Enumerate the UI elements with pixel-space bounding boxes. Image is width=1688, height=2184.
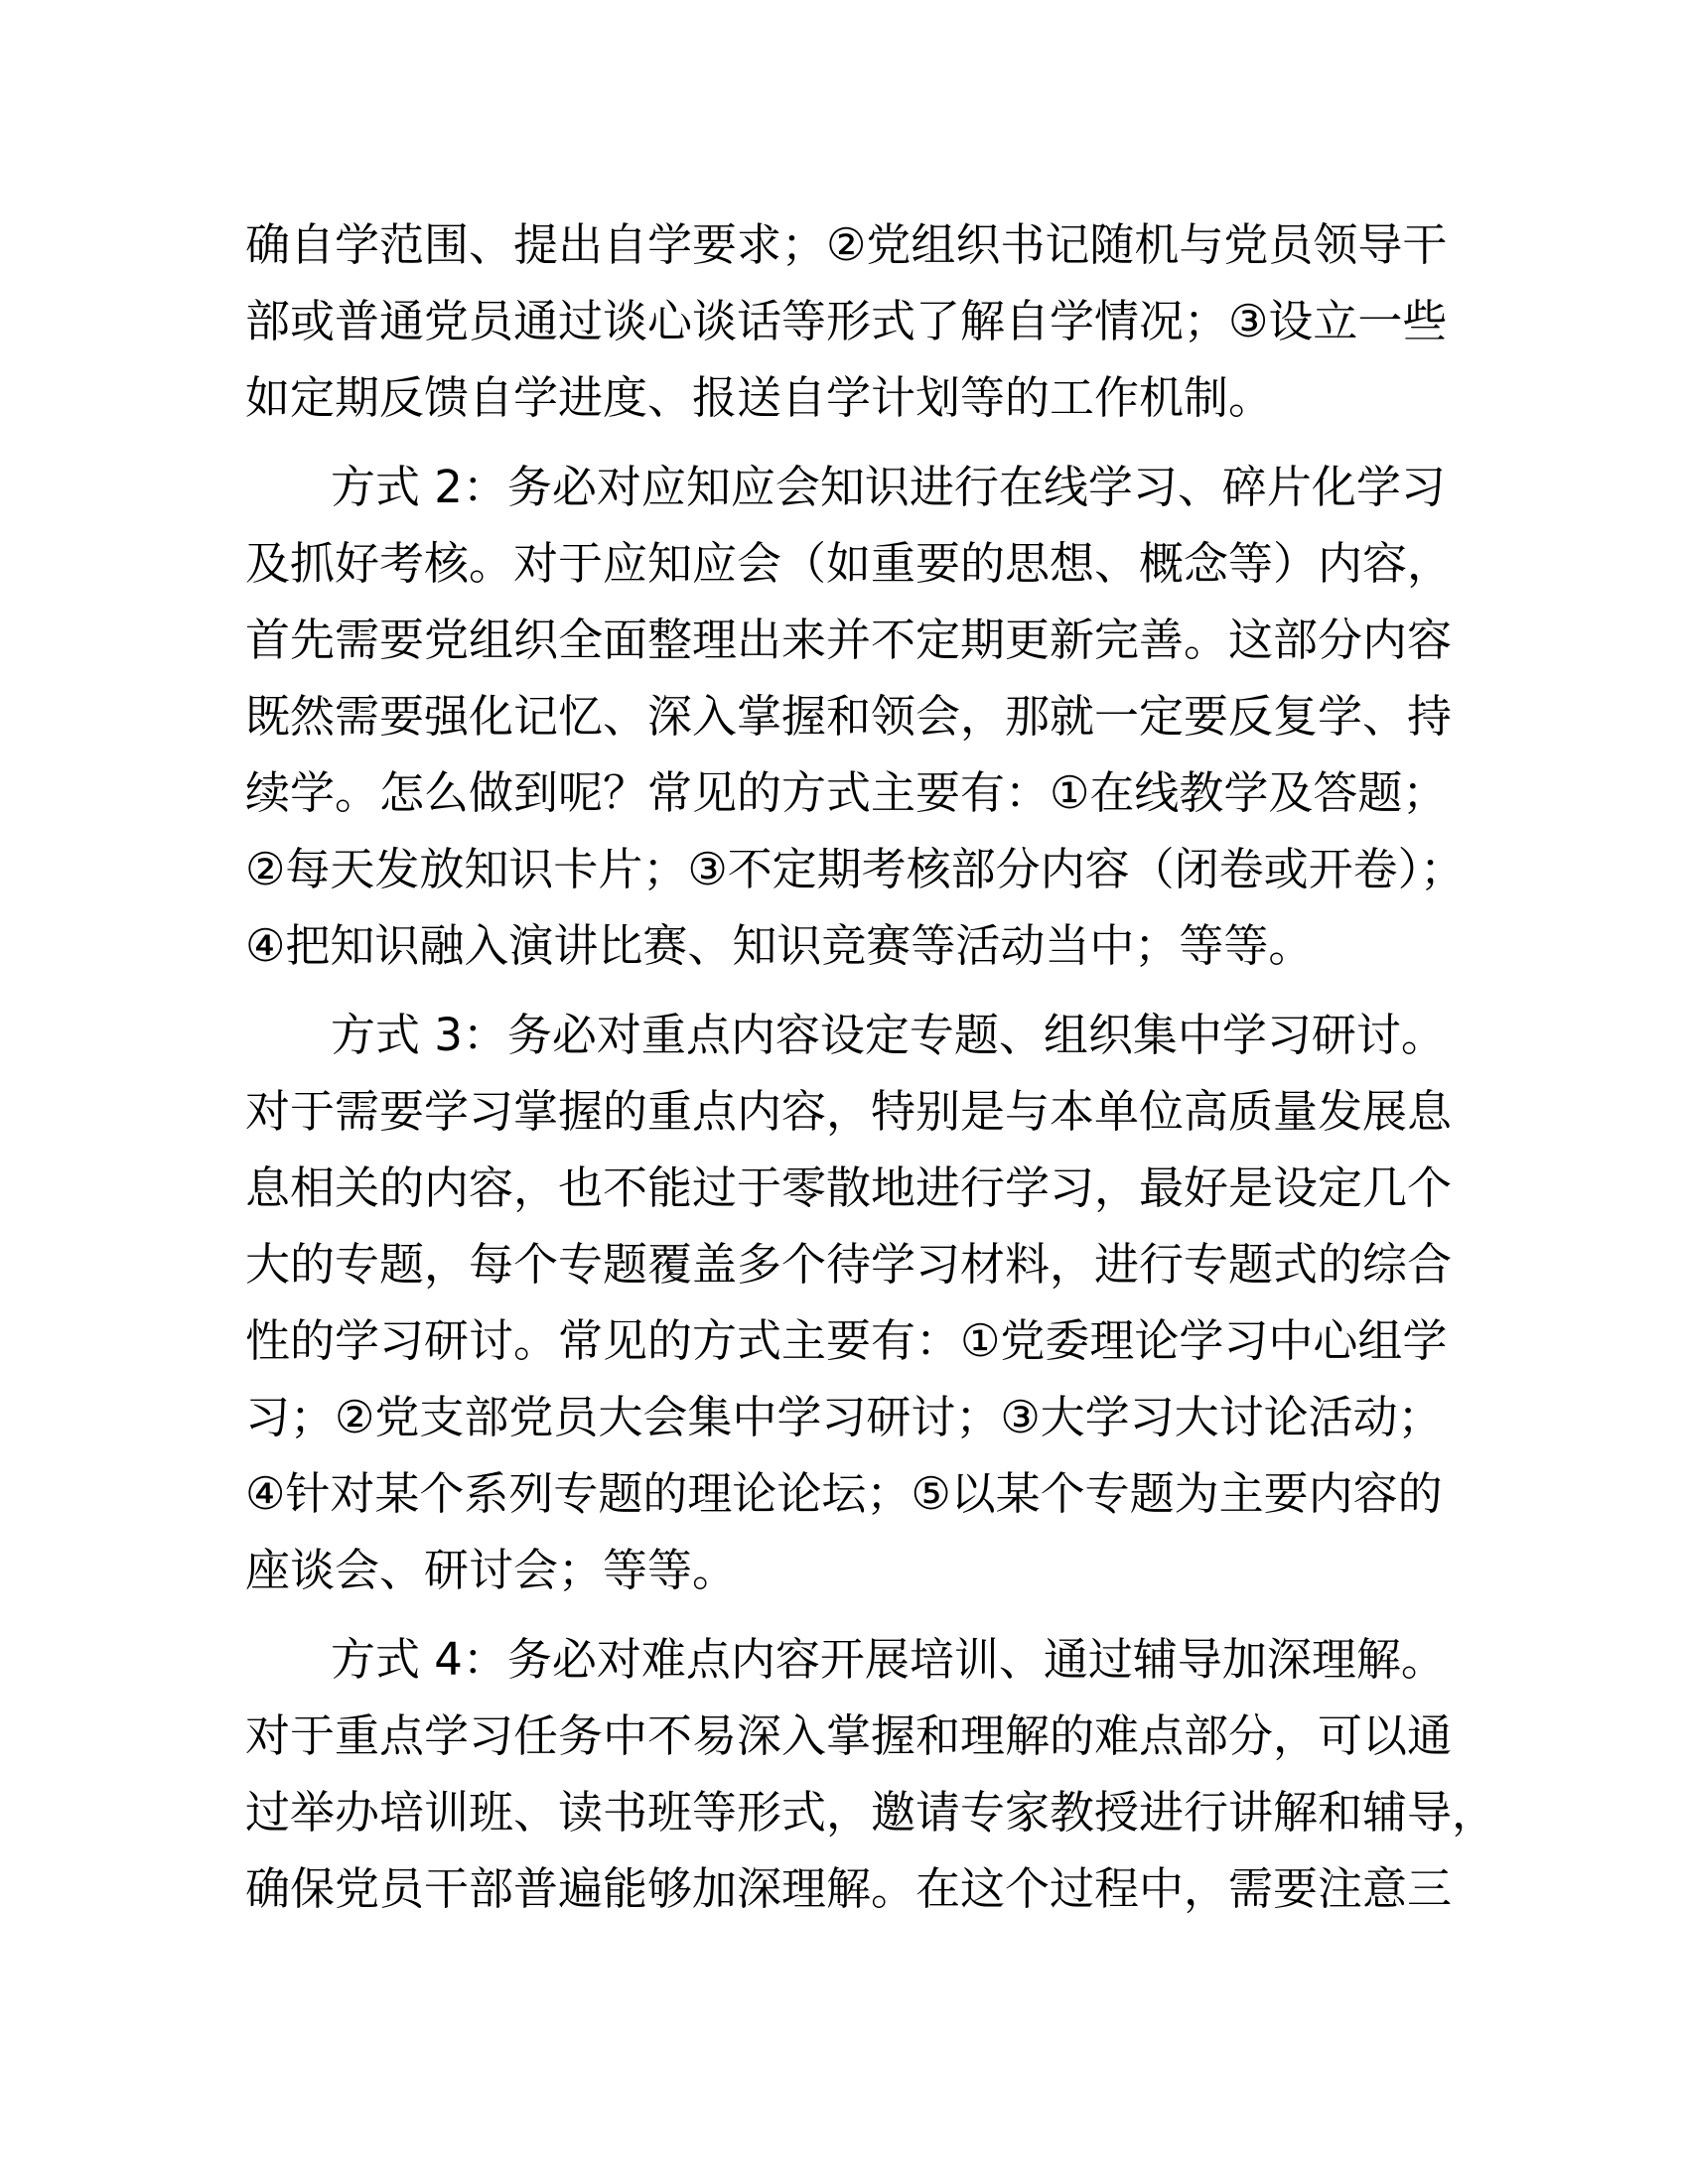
text-line: 性的学习研讨。常见的方式主要有：①党委理论学习中心组学 bbox=[245, 1314, 1448, 1367]
text-line: ④针对某个系列专题的理论论坛；⑤以某个专题为主要内容的 bbox=[245, 1467, 1443, 1520]
text-line: 方式 2：务必对应知应会知识进行在线学习、碎片化学习 bbox=[331, 461, 1446, 513]
text-line: 座谈会、研讨会；等等。 bbox=[245, 1544, 738, 1596]
text-line: ②每天发放知识卡片；③不定期考核部分内容（闭卷或开卷）； bbox=[245, 843, 1466, 895]
text-line: 对于需要学习掌握的重点内容，特别是与本单位高质量发展息 bbox=[245, 1085, 1453, 1138]
paragraph-method-2 bbox=[245, 449, 1466, 984]
text-line: 确自学范围、提出自学要求；②党组织书记随机与党员领导干 bbox=[245, 218, 1448, 271]
text-line: 习；②党支部党员大会集中学习研讨；③大学习大讨论活动； bbox=[245, 1391, 1443, 1443]
document-page bbox=[245, 206, 1497, 1940]
text-line: 首先需要党组织全面整理出来并不定期更新完善。这部分内容 bbox=[245, 614, 1453, 666]
text-line: 大的专题，每个专题覆盖多个待学习材料，进行专题式的综合 bbox=[245, 1238, 1453, 1291]
text-line: 确保党员干部普遍能够加深理解。在这个过程中，需要注意三 bbox=[245, 1862, 1453, 1915]
text-line: 过举办培训班、读书班等形式，邀请专家教授进行讲解和辅导， bbox=[245, 1786, 1497, 1839]
text-line: 及抓好考核。对于应知应会（如重要的思想、概念等）内容， bbox=[245, 537, 1453, 590]
paragraph-self-study-continued bbox=[245, 206, 1457, 436]
text-line: 如定期反馈自学进度、报送自学计划等的工作机制。 bbox=[245, 371, 1274, 424]
paragraph-method-4 bbox=[245, 1621, 1497, 1927]
text-line: ④把知识融入演讲比赛、知识竞赛等活动当中；等等。 bbox=[245, 919, 1314, 972]
text-line: 对于重点学习任务中不易深入掌握和理解的难点部分，可以通 bbox=[245, 1709, 1453, 1762]
paragraph-method-3 bbox=[245, 997, 1457, 1608]
text-line: 既然需要强化记忆、深入掌握和领会，那就一定要反复学、持 bbox=[245, 690, 1453, 743]
text-line: 方式 3：务必对重点内容设定专题、组织集中学习研讨。 bbox=[331, 1009, 1446, 1061]
text-line: 息相关的内容，也不能过于零散地进行学习，最好是设定几个 bbox=[245, 1161, 1453, 1214]
text-line: 方式 4：务必对难点内容开展培训、通过辅导加深理解。 bbox=[331, 1633, 1446, 1686]
text-line: 续学。怎么做到呢？常见的方式主要有：①在线教学及答题； bbox=[245, 766, 1448, 819]
text-line: 部或普通党员通过谈心谈话等形式了解自学情况；③设立一些 bbox=[245, 295, 1448, 347]
